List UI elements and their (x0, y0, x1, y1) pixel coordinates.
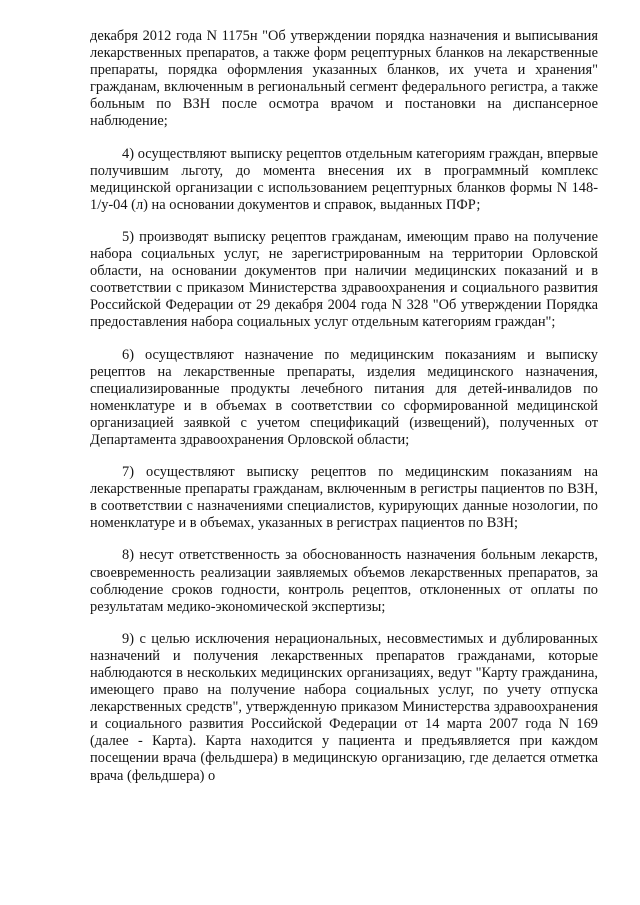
document-page (90, 28, 598, 785)
paragraph-item-4: 4) осуществляют выписку рецептов отдельным категориям граждан, впервые получившим льготу, до момента внесения их в программный комплекс медицинской организации с использованием рецептурных бланков формы N 148-1/у-04 (л) на основании документов и справок, выданных ПФР; (90, 145, 598, 213)
paragraph-item-7: 7) осуществляют выписку рецептов по медицинским показаниям на лекарственные препараты гражданам, включенным в регистры пациентов по ВЗН, в соответствии с назначениями специалистов, курирующих данные нозологии, по номенклатуре и в объемах, указанных в регистрах пациентов по ВЗН; (90, 464, 598, 532)
paragraph-item-9: 9) с целью исключения нерациональных, несовместимых и дублированных назначений и получения лекарственных препаратов гражданами, которые наблюдаются в нескольких медицинских организациях, ведут "Карту гражданина, имеющего право на получение набора социальных услуг, по учету отпуска лекарственных средств", утвержденную приказом Министерства здравоохранения и социального развития Российской Федерации от 14 марта 2007 года N 169 (далее - Карта). Карта находится у пациента и предъявляется при каждом посещении врача (фельдшера) в медицинскую организацию, где делается отметка врача (фельдшера) о (90, 630, 598, 784)
paragraph-item-8: 8) несут ответственность за обоснованность назначения больным лекарств, своевременность реализации заявляемых объемов лекарственных препаратов, за соблюдение сроков годности, контроль рецептов, отклоненных от оплаты по результатам медико-экономической экспертизы; (90, 547, 598, 615)
paragraph-item-5: 5) производят выписку рецептов гражданам, имеющим право на получение набора социальных услуг, не зарегистрированным на территории Орловской области, на основании документов при наличии медицинских показаний и в соответствии с приказом Министерства здравоохранения и социального развития Российской Федерации от 29 декабря 2004 года N 328 "Об утверждении Порядка предоставления набора социальных услуг отдельным категориям граждан"; (90, 228, 598, 331)
paragraph-continuation: декабря 2012 года N 1175н "Об утверждении порядка назначения и выписывания лекарственных препаратов, а также форм рецептурных бланков на лекарственные препараты, порядка оформления указанных бланков, их учета и хранения" гражданам, включенным в региональный сегмент федерального регистра, а также больным по ВЗН после осмотра врачом и постановки на диспансерное наблюдение; (90, 28, 598, 130)
paragraph-item-6: 6) осуществляют назначение по медицинским показаниям и выписку рецептов на лекарственные препараты, изделия медицинского назначения, специализированные продукты лечебного питания для детей-инвалидов по номенклатуре и в объемах в соответствии со сформированной медицинской организацией заявкой с учетом спецификаций (извещений), полученных от Департамента здравоохранения Орловской области; (90, 346, 598, 448)
